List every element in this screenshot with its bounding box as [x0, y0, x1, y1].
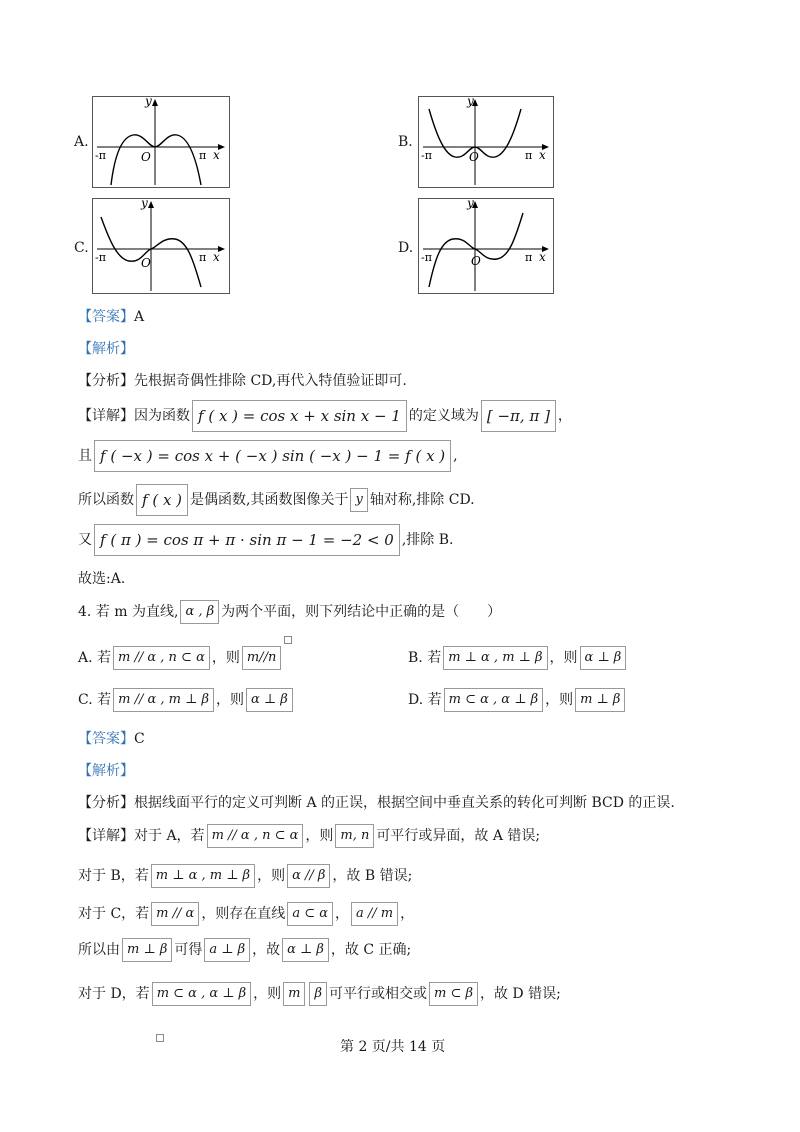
graph-c	[92, 198, 230, 294]
q3-detail-line4	[78, 524, 453, 556]
q4-option-c[interactable]	[78, 688, 295, 712]
q4-dB-pre: 对于 B，若	[78, 868, 149, 884]
q4-analysis-tag: 【分析】	[78, 795, 134, 811]
q4-dC2-mid2: ，故	[252, 942, 281, 958]
q4-optA-mid: ，则	[211, 650, 240, 666]
marker-square-footer	[156, 1034, 164, 1042]
graph-c-svg	[93, 199, 229, 293]
q3-line2-pre: 且	[78, 448, 92, 464]
q4-analysis-line	[78, 792, 675, 812]
q4-answer-line	[78, 728, 145, 748]
graph-b-pi: π	[525, 149, 533, 162]
q4-option-a[interactable]	[78, 646, 283, 670]
graph-d-pi: π	[525, 251, 533, 264]
q4-answer-tag: 【答案】	[78, 731, 134, 747]
q4-dA-post: 可平行或异面，故 A 错误;	[376, 828, 541, 844]
q3-line4-pre: 又	[78, 532, 92, 548]
q4-optC-cond: m // α , m ⊥ β	[113, 688, 214, 712]
graph-c-y: y	[141, 199, 148, 210]
q4-optC-result: α ⊥ β	[246, 688, 293, 712]
q4-detail-c2	[78, 938, 411, 962]
q4-answer: C	[134, 731, 145, 747]
graph-d-origin: O	[471, 254, 481, 268]
q3-line3-formula: f ( x )	[136, 484, 188, 516]
q3-line3-pre: 所以函数	[78, 492, 134, 508]
q3-analysis: 先根据奇偶性排除 CD,再代入特值验证即可.	[134, 373, 407, 389]
graph-d-negpi: -π	[421, 251, 432, 264]
q4-dC-result2: a // m	[351, 902, 398, 926]
graph-b-x: x	[539, 148, 546, 162]
q4-optD-cond: m ⊂ α , α ⊥ β	[444, 688, 543, 712]
graph-d-label: D.	[398, 240, 414, 256]
q4-stem-pre: 4. 若 m 为直线,	[78, 604, 179, 620]
q3-line1-post: ，	[557, 408, 572, 424]
q3-detail-line3	[78, 484, 475, 516]
graph-b-label: B.	[398, 134, 413, 150]
marker-square	[284, 636, 292, 644]
page-footer: 第 2 页/共 14 页	[340, 1039, 446, 1055]
q4-dC2-cond: m ⊥ β	[122, 938, 172, 962]
q4-optA-pre: A. 若	[78, 650, 112, 666]
q3-analysis-tag: 【分析】	[78, 373, 134, 389]
q4-detail-b	[78, 864, 412, 888]
q4-dD-pre: 对于 D，若	[78, 986, 150, 1002]
q4-detail-tag: 【详解】	[78, 828, 134, 844]
q4-detail-d	[78, 982, 561, 1006]
q4-optC-mid: ，则	[216, 692, 244, 708]
q3-line1-formula: f ( x ) = cos x + x sin x − 1	[192, 400, 407, 432]
graph-c-x: x	[213, 250, 220, 264]
q3-answer-tag: 【答案】	[78, 309, 134, 325]
q4-optB-pre: B. 若	[408, 650, 442, 666]
q4-dC-mid: ，则存在直线	[201, 906, 286, 922]
graph-d	[418, 198, 554, 294]
q4-dB-mid: ，则	[257, 868, 286, 884]
graph-a-pi: π	[199, 149, 207, 162]
q4-dC2-pre: 所以由	[78, 942, 120, 958]
graph-a-x: x	[213, 148, 220, 162]
q4-optD-result: m ⊥ β	[575, 688, 625, 712]
graph-c-pi: π	[199, 251, 207, 264]
graph-a-negpi: -π	[95, 149, 106, 162]
graph-a	[92, 96, 230, 188]
graph-a-origin: O	[141, 150, 151, 164]
graph-a-svg	[93, 97, 229, 187]
q4-dC-sep: ，	[335, 906, 349, 922]
q3-line2-post: ,	[453, 448, 458, 464]
q4-dC2-result: a ⊥ β	[204, 938, 250, 962]
q4-detail-c	[78, 902, 414, 926]
q4-optB-mid: ，则	[549, 650, 578, 666]
q4-jiexi: 【解析】	[78, 763, 134, 779]
q4-stem-post: 为两个平面，则下列结论中正确的是（ ）	[221, 604, 502, 620]
q4-dC2-post: ，故 C 正确;	[330, 942, 412, 958]
q4-optC-pre: C. 若	[78, 692, 112, 708]
q3-conclusion: 故选:A.	[78, 571, 126, 587]
q4-dC-post: ，	[400, 906, 415, 922]
q4-dA-pre: 对于 A，若	[134, 828, 205, 844]
q4-optA-cond: m // α , n ⊂ α	[113, 646, 210, 670]
q4-optA-result: m//n	[242, 646, 281, 670]
q3-line1-mid: 的定义域为	[408, 408, 479, 424]
q4-dB-cond: m ⊥ α , m ⊥ β	[151, 864, 255, 888]
graph-d-x: x	[539, 250, 546, 264]
q4-dB-post: ，故 B 错误;	[332, 868, 413, 884]
graph-c-origin: O	[141, 256, 151, 270]
q4-dD-result3: m ⊂ β	[429, 982, 478, 1006]
graph-c-negpi: -π	[95, 251, 106, 264]
q4-option-d[interactable]	[408, 688, 627, 712]
q3-analysis-line	[78, 370, 407, 390]
graph-b-svg	[419, 97, 553, 187]
graph-a-label: A.	[74, 134, 89, 150]
q3-jiexi: 【解析】	[78, 341, 134, 357]
q4-dD-result2: β	[309, 982, 327, 1006]
q3-line1-pre: 因为函数	[134, 408, 190, 424]
q3-detail-line1	[78, 400, 572, 432]
q4-dD-result: m	[283, 982, 305, 1006]
q4-dB-result: α // β	[287, 864, 330, 888]
q4-analysis: 根据线面平行的定义可判断 A 的正误，根据空间中垂直关系的转化可判断 BCD 的正误.	[134, 795, 675, 811]
graph-b	[418, 96, 554, 188]
graph-b-origin: O	[469, 150, 479, 164]
q4-dD-mid: ，则	[253, 986, 282, 1002]
q4-dC-result: a ⊂ α	[287, 902, 333, 926]
q4-dD-mid2: 可平行或相交或	[328, 986, 427, 1002]
q4-option-b[interactable]	[408, 646, 628, 670]
q4-optD-mid: ，则	[545, 692, 574, 708]
graph-a-y: y	[145, 97, 152, 108]
q4-detail-a	[78, 824, 540, 848]
q4-dA-result: m, n	[335, 824, 374, 848]
q4-dC2-mid: 可得	[174, 942, 203, 958]
q3-line3-mid: 是偶函数,其函数图像关于	[190, 492, 349, 508]
q3-line3-y: y	[350, 488, 367, 512]
q4-optB-result: α ⊥ β	[580, 646, 627, 670]
q3-line4-formula: f ( π ) = cos π + π · sin π − 1 = −2 < 0	[94, 524, 400, 556]
q4-dC2-result2: α ⊥ β	[282, 938, 329, 962]
graph-c-label: C.	[74, 240, 89, 256]
graph-b-y: y	[467, 97, 474, 108]
q3-line1-domain: [ −π, π ]	[481, 400, 556, 432]
q3-line3-post: 轴对称,排除 CD.	[369, 492, 475, 508]
graph-d-y: y	[467, 199, 474, 210]
q4-stem-planes: α , β	[180, 600, 219, 624]
q4-optD-pre: D. 若	[408, 692, 442, 708]
q3-line4-post: ,排除 B.	[401, 532, 454, 548]
q3-detail-tag: 【详解】	[78, 408, 134, 424]
q4-stem	[78, 600, 501, 624]
q3-answer-line	[78, 306, 144, 326]
q3-detail-line2	[78, 440, 458, 472]
graph-d-svg	[419, 199, 553, 293]
q4-optB-cond: m ⊥ α , m ⊥ β	[443, 646, 547, 670]
q4-dA-mid: ，则	[305, 828, 334, 844]
q4-dC-cond: m // α	[151, 902, 199, 926]
q4-dD-post: ，故 D 错误;	[479, 986, 561, 1002]
q3-line2-formula: f ( −x ) = cos x + ( −x ) sin ( −x ) − 1 = f ( x )	[94, 440, 451, 472]
q4-dA-cond: m // α , n ⊂ α	[207, 824, 304, 848]
q3-answer: A	[134, 309, 145, 325]
q4-dC-pre: 对于 C，若	[78, 906, 150, 922]
graph-b-negpi: -π	[421, 149, 432, 162]
q4-dD-cond: m ⊂ α , α ⊥ β	[152, 982, 251, 1006]
